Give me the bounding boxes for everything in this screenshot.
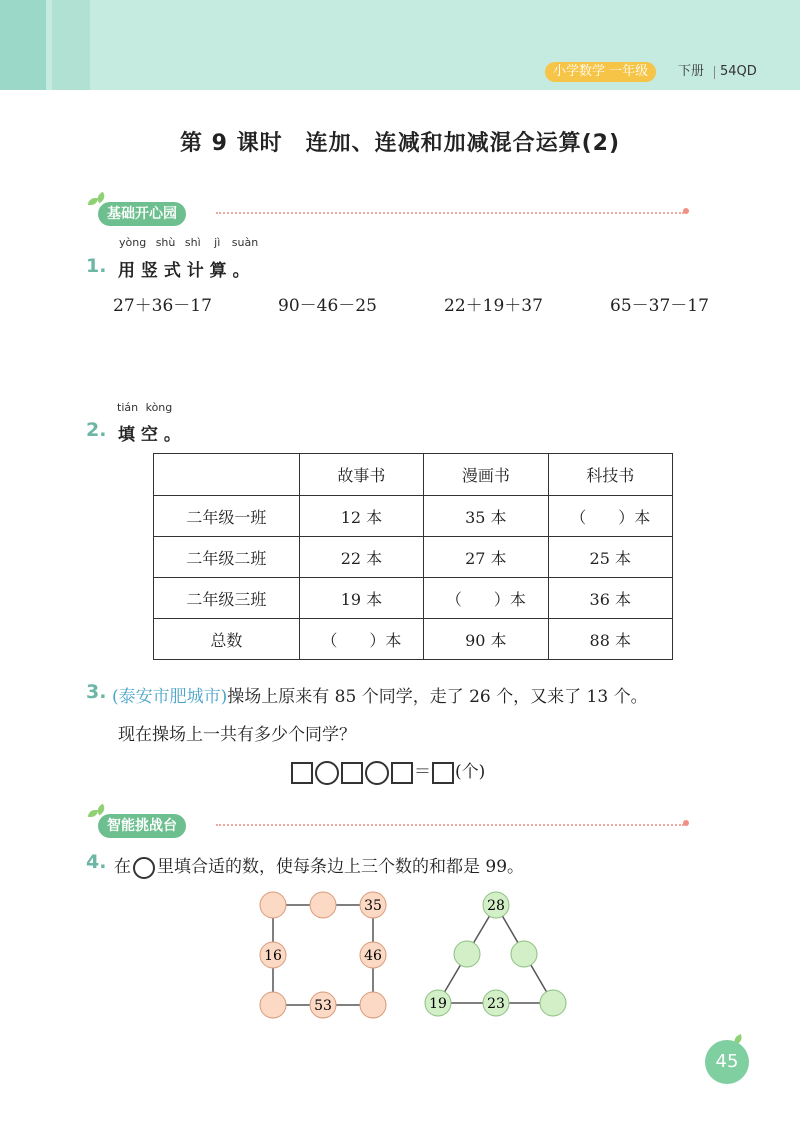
question-number-4: 4. [86, 851, 107, 873]
square-blank-circle[interactable] [360, 992, 386, 1018]
square-value: 35 [364, 898, 382, 914]
question-number-3: 3. [86, 681, 107, 703]
triangle-figure [425, 892, 566, 1016]
operator-circle[interactable] [315, 761, 339, 785]
table-cell: 总数 [154, 619, 300, 660]
table-row [154, 619, 673, 660]
section-title-challenge: 智能挑战台 [98, 814, 186, 838]
answer-box[interactable] [432, 762, 454, 784]
q1-pinyin [119, 236, 258, 249]
pinyin-syllable: yòng [119, 236, 147, 249]
answer-box[interactable] [391, 762, 413, 784]
header-code: 54QD [720, 64, 757, 79]
triangle-value: 28 [487, 898, 505, 914]
table-cell: 36 本 [548, 578, 672, 619]
triangle-blank-circle[interactable] [511, 941, 537, 967]
pinyin-syllable: tián [117, 401, 139, 414]
table-header-row [154, 454, 673, 496]
table-row [154, 496, 673, 537]
table-cell: 12 本 [299, 496, 423, 537]
q2-pinyin [117, 401, 172, 414]
table-cell-blank[interactable]: （ ）本 [548, 496, 672, 537]
table-cell: 90 本 [424, 619, 548, 660]
q3-equation [290, 759, 485, 785]
header-volume: 下册 [678, 64, 705, 79]
table-cell-blank[interactable]: （ ）本 [424, 578, 548, 619]
equals-sign: ＝ [414, 762, 431, 782]
square-blank-circle[interactable] [260, 992, 286, 1018]
table-cell: 88 本 [548, 619, 672, 660]
question-number-1: 1. [86, 255, 107, 277]
section-header-basic [88, 198, 698, 226]
q1-expression-2: 90－46－25 [278, 296, 377, 316]
question-number-2: 2. [86, 419, 107, 441]
table-header-cell: 故事书 [299, 454, 423, 496]
q1-text: 用 竖 式 计 算 。 [118, 261, 250, 281]
square-value: 46 [364, 948, 382, 964]
q4-figures [250, 885, 580, 1025]
triangle-value: 23 [487, 996, 505, 1012]
table-header-cell [154, 454, 300, 496]
triangle-value: 19 [429, 996, 447, 1012]
table-cell: 二年级一班 [154, 496, 300, 537]
header-stripe [52, 0, 90, 90]
header-band [0, 0, 800, 90]
page-title: 第 9 课时 连加、连减和加减混合运算(2) [179, 131, 621, 156]
square-blank-circle[interactable] [260, 892, 286, 918]
table-cell: 35 本 [424, 496, 548, 537]
section-header-challenge [88, 810, 698, 838]
table-row [154, 578, 673, 619]
header-stripe [0, 0, 46, 90]
q3-source: (泰安市肥城市) [112, 687, 228, 707]
table-cell: 19 本 [299, 578, 423, 619]
triangle-blank-circle[interactable] [454, 941, 480, 967]
pinyin-syllable: shì [184, 236, 201, 249]
section-title-basic: 基础开心园 [98, 202, 186, 226]
table-cell: 25 本 [548, 537, 672, 578]
table-cell: 22 本 [299, 537, 423, 578]
books-table [153, 453, 673, 660]
q4-text-before: 在 [114, 857, 131, 877]
table-row [154, 537, 673, 578]
table-cell: 二年级三班 [154, 578, 300, 619]
pinyin-syllable: jì [214, 236, 221, 249]
q3-text-line1 [112, 682, 648, 707]
table-cell-blank[interactable]: （ ）本 [299, 619, 423, 660]
dotted-line [216, 212, 684, 214]
q3-problem: 操场上原来有 85 个同学，走了 26 个，又来了 13 个。 [227, 687, 648, 707]
square-value: 16 [264, 948, 282, 964]
dotted-line-end [683, 820, 689, 826]
q1-expression-3: 22＋19＋37 [444, 296, 543, 316]
operator-circle[interactable] [365, 761, 389, 785]
triangle-blank-circle[interactable] [540, 990, 566, 1016]
dotted-line [216, 824, 684, 826]
square-value: 53 [314, 998, 332, 1014]
pinyin-syllable: kòng [145, 401, 173, 414]
q2-text: 填 空 。 [118, 425, 181, 445]
answer-box[interactable] [341, 762, 363, 784]
q1-expression-4: 65－37－17 [610, 296, 709, 316]
dotted-line-end [683, 208, 689, 214]
q4-text-after: 里填合适的数，使每条边上三个数的和都是 99。 [157, 857, 525, 877]
q3-text-line2: 现在操场上一共有多少个同学？ [118, 725, 356, 745]
circle-icon [133, 857, 155, 879]
table-cell: 27 本 [424, 537, 548, 578]
unit-label: (个) [455, 762, 486, 782]
table-cell: 二年级二班 [154, 537, 300, 578]
pinyin-syllable: shù [155, 236, 176, 249]
table-header-cell: 漫画书 [424, 454, 548, 496]
table-header-cell: 科技书 [548, 454, 672, 496]
square-blank-circle[interactable] [310, 892, 336, 918]
q4-text [114, 852, 524, 879]
page-number: 45 [705, 1040, 749, 1084]
header-subject-badge: 小学数学 一年级 [545, 62, 656, 82]
square-outline [273, 905, 373, 1005]
pinyin-syllable: suàn [231, 236, 259, 249]
header-divider [714, 66, 715, 79]
square-figure [260, 892, 386, 1018]
q1-expression-1: 27＋36－17 [113, 296, 212, 316]
answer-box[interactable] [291, 762, 313, 784]
